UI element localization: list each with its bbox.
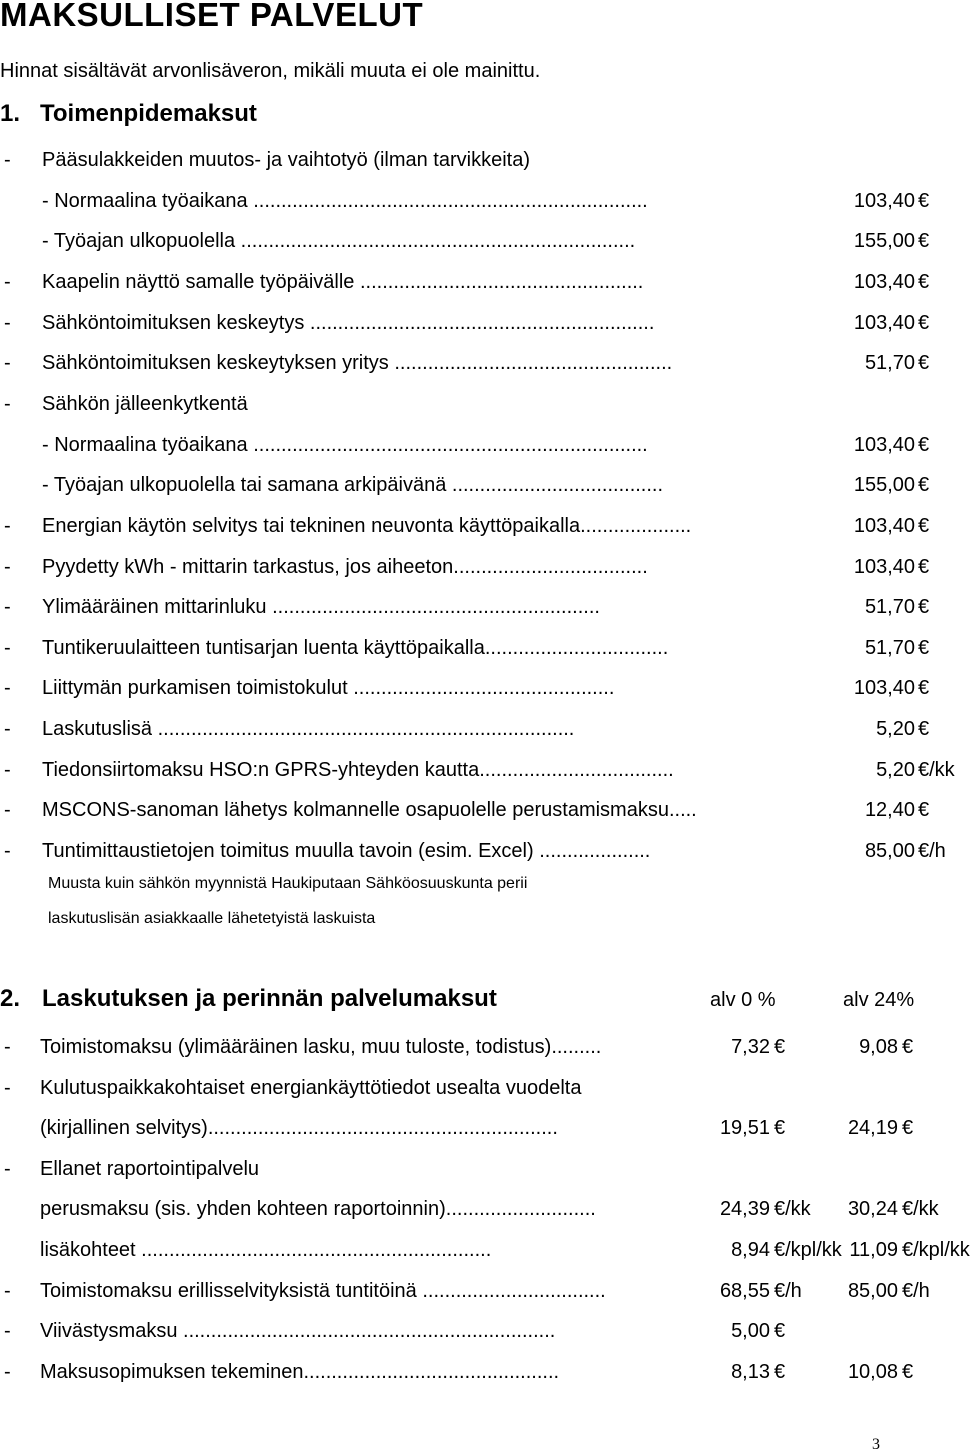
unit-alv0: € [774, 1320, 786, 1342]
service-name: Energian käytön selvitys tai tekninen neuvonta käyttöpaikalla [42, 515, 581, 537]
service-name: - Normaalina työaikana [42, 434, 248, 456]
page-title: MAKSULLISET PALVELUT [0, 0, 424, 33]
price-value: 103,40 [853, 515, 915, 537]
price-alv24: 85,00 [847, 1280, 898, 1302]
price-value: 5,20 [876, 718, 915, 740]
leader-dots: ................................... [479, 759, 674, 781]
service-name: Sähkön jälleenkytkentä [42, 393, 248, 415]
price-alv0: 5,00 [731, 1320, 770, 1342]
price-unit: € [918, 190, 930, 212]
price-unit: € [918, 271, 930, 293]
leader-dots: ............................................................... [207, 1117, 558, 1139]
service-label [40, 1113, 558, 1143]
leader-dots: .................... [533, 840, 651, 862]
service-name: - Työajan ulkopuolella tai samana arkipäivänä [42, 474, 447, 496]
row-dash: - [4, 1361, 11, 1383]
unit-alv24: €/kk [902, 1198, 939, 1220]
service-label [42, 267, 643, 297]
price-unit: € [918, 718, 930, 740]
service-name: Pääsulakkeiden muutos- ja vaihtotyö (ilman tarvikkeita) [42, 149, 530, 171]
service-label [42, 836, 650, 866]
leader-dots: .................................................. [388, 352, 673, 374]
price-value: 5,20 [876, 759, 915, 781]
row-dash: - [4, 271, 11, 293]
section-2-title: Laskutuksen ja perinnän palvelumaksut [42, 985, 497, 1012]
service-label [42, 755, 674, 785]
service-name: Tiedonsiirtomaksu HSO:n GPRS-yhteyden kautta [42, 759, 480, 781]
price-alv0: 68,55 [719, 1280, 770, 1302]
price-alv0: 8,13 [731, 1361, 770, 1383]
column-header-alv24: alv 24% [843, 989, 915, 1011]
service-label [40, 1154, 259, 1184]
price-value: 155,00 [853, 230, 915, 252]
unit-alv0: € [774, 1361, 786, 1383]
row-dash: - [4, 393, 11, 415]
service-label [42, 389, 248, 419]
service-name: Toimistomaksu erillisselvityksistä tuntitöinä [40, 1280, 417, 1302]
service-name: Pyydetty kWh - mittarin tarkastus, jos aiheeton [42, 556, 454, 578]
unit-alv24: € [902, 1361, 914, 1383]
intro-text: Hinnat sisältävät arvonlisäveron, mikäli muuta ei ole mainittu. [0, 60, 541, 82]
unit-alv0: €/h [774, 1280, 802, 1302]
row-dash: - [4, 515, 11, 537]
price-value: 103,40 [853, 677, 915, 699]
row-dash: - [4, 1158, 11, 1180]
note-line-2: laskutuslisän asiakkaalle lähetetyistä laskuista [48, 910, 376, 927]
row-dash: - [4, 759, 11, 781]
service-name: MSCONS-sanoman lähetys kolmannelle osapuolelle perustamismaksu [42, 799, 669, 821]
price-value: 155,00 [853, 474, 915, 496]
price-value: 85,00 [864, 840, 915, 862]
leader-dots: ...................................... [446, 474, 664, 496]
service-name: Maksusopimuksen tekeminen [40, 1361, 304, 1383]
unit-alv0: € [774, 1117, 786, 1139]
service-label [42, 633, 668, 663]
price-alv0: 19,51 [719, 1117, 770, 1139]
service-label [40, 1235, 491, 1265]
section-2-number: 2. [0, 985, 21, 1012]
unit-alv24: €/h [902, 1280, 930, 1302]
service-name: Ylimääräinen mittarinluku [42, 596, 267, 618]
service-label [42, 145, 530, 175]
page-number: 3 [872, 1436, 880, 1453]
service-label [42, 511, 691, 541]
service-name: Ellanet raportointipalvelu [40, 1158, 260, 1180]
price-value: 103,40 [853, 312, 915, 334]
leader-dots: .................... [580, 515, 692, 537]
service-label [40, 1032, 601, 1062]
price-unit: € [918, 312, 930, 334]
leader-dots: ..... [668, 799, 697, 821]
row-dash: - [4, 1036, 11, 1058]
price-value: 51,70 [864, 596, 915, 618]
service-label [42, 186, 648, 216]
row-dash: - [4, 718, 11, 740]
row-dash: - [4, 596, 11, 618]
service-name: Kaapelin näyttö samalle työpäivälle [42, 271, 355, 293]
service-label [42, 795, 697, 825]
leader-dots: ......... [551, 1036, 602, 1058]
price-unit: € [918, 515, 930, 537]
price-alv24: 9,08 [859, 1036, 898, 1058]
price-alv24: 24,19 [847, 1117, 898, 1139]
service-label [40, 1194, 596, 1224]
note-line-1: Muusta kuin sähkön myynnistä Haukiputaan Sähköosuuskunta perii [48, 875, 528, 892]
price-value: 103,40 [853, 556, 915, 578]
unit-alv24: €/kpl/kk [902, 1239, 970, 1261]
service-label [42, 348, 672, 378]
row-dash: - [4, 1280, 11, 1302]
price-alv0: 24,39 [719, 1198, 770, 1220]
price-alv24: 11,09 [849, 1239, 898, 1261]
service-name: Tuntimittaustietojen toimitus muulla tavoin (esim. Excel) [42, 840, 534, 862]
service-name: perusmaksu (sis. yhden kohteen raportoinnin) [40, 1198, 446, 1220]
leader-dots: ....................................................................... [247, 434, 648, 456]
price-unit: € [918, 596, 930, 618]
leader-dots: ................................................................... [177, 1320, 556, 1342]
price-unit: € [918, 637, 930, 659]
unit-alv0: €/kk [774, 1198, 811, 1220]
service-name: Toimistomaksu (ylimääräinen lasku, muu tuloste, todistus) [40, 1036, 552, 1058]
unit-alv0: €/kpl/kk [774, 1239, 842, 1261]
service-label [42, 714, 574, 744]
row-dash: - [4, 556, 11, 578]
price-value: 51,70 [864, 352, 915, 374]
price-unit: € [918, 474, 930, 496]
price-value: 103,40 [853, 271, 915, 293]
leader-dots: ................................. [416, 1280, 606, 1302]
leader-dots: ............................................................... [135, 1239, 492, 1261]
unit-alv0: € [774, 1036, 786, 1058]
service-label [42, 430, 648, 460]
service-label [42, 308, 654, 338]
service-label [42, 592, 600, 622]
service-label [40, 1357, 559, 1387]
row-dash: - [4, 312, 11, 334]
row-dash: - [4, 840, 11, 862]
section-2-heading [0, 985, 497, 1013]
row-dash: - [4, 352, 11, 374]
leader-dots: ................................. [484, 637, 669, 659]
row-dash: - [4, 1077, 11, 1099]
service-label [40, 1316, 555, 1346]
leader-dots: ....................................................................... [247, 190, 648, 212]
leader-dots: ................................... [453, 556, 648, 578]
leader-dots: .............................................. [303, 1361, 560, 1383]
unit-alv24: € [902, 1036, 914, 1058]
price-value: 51,70 [864, 637, 915, 659]
price-alv0: 7,32 [731, 1036, 770, 1058]
service-name: - Normaalina työaikana [42, 190, 248, 212]
row-dash: - [4, 637, 11, 659]
service-name: Liittymän purkamisen toimistokulut [42, 677, 348, 699]
column-header-alv0: alv 0 % [710, 989, 776, 1011]
price-unit: € [918, 799, 930, 821]
price-unit: € [918, 677, 930, 699]
service-name: Laskutuslisä [42, 718, 153, 740]
service-name: Kulutuspaikkakohtaiset energiankäyttötiedot usealta vuodelta [40, 1077, 582, 1099]
row-dash: - [4, 1320, 11, 1342]
price-unit: € [918, 434, 930, 456]
service-name: lisäkohteet [40, 1239, 136, 1261]
leader-dots: .............................................................. [304, 312, 655, 334]
price-unit: € [918, 230, 930, 252]
price-unit: € [918, 352, 930, 374]
service-name: - Työajan ulkopuolella [42, 230, 236, 252]
service-label [42, 226, 635, 256]
service-name: Sähköntoimituksen keskeytys [42, 312, 305, 334]
service-label [42, 470, 663, 500]
price-unit: €/h [918, 840, 946, 862]
service-label [40, 1073, 581, 1103]
price-alv24: 10,08 [847, 1361, 898, 1383]
service-name: Viivästysmaksu [40, 1320, 178, 1342]
section-1-heading [0, 100, 257, 128]
service-name: (kirjallinen selvitys) [40, 1117, 208, 1139]
unit-alv24: € [902, 1117, 914, 1139]
row-dash: - [4, 677, 11, 699]
leader-dots: ........................................................... [266, 596, 600, 618]
leader-dots: ........................................................................... [152, 718, 575, 740]
price-unit: €/kk [918, 759, 955, 781]
price-value: 103,40 [853, 434, 915, 456]
leader-dots: ....................................................................... [235, 230, 636, 252]
leader-dots: ............................................... [347, 677, 615, 699]
price-value: 12,40 [864, 799, 915, 821]
section-1-title: Toimenpidemaksut [40, 100, 257, 127]
service-label [42, 552, 648, 582]
service-label [40, 1276, 606, 1306]
service-name: Sähköntoimituksen keskeytyksen yritys [42, 352, 389, 374]
price-unit: € [918, 556, 930, 578]
section-1-number: 1. [0, 100, 21, 127]
row-dash: - [4, 799, 11, 821]
service-label [42, 673, 614, 703]
row-dash: - [4, 149, 11, 171]
service-name: Tuntikeruulaitteen tuntisarjan luenta käyttöpaikalla [42, 637, 485, 659]
leader-dots: ................................................... [354, 271, 644, 293]
price-alv0: 8,94 [731, 1239, 770, 1261]
leader-dots: ........................... [445, 1198, 596, 1220]
price-alv24: 30,24 [847, 1198, 898, 1220]
price-value: 103,40 [853, 190, 915, 212]
